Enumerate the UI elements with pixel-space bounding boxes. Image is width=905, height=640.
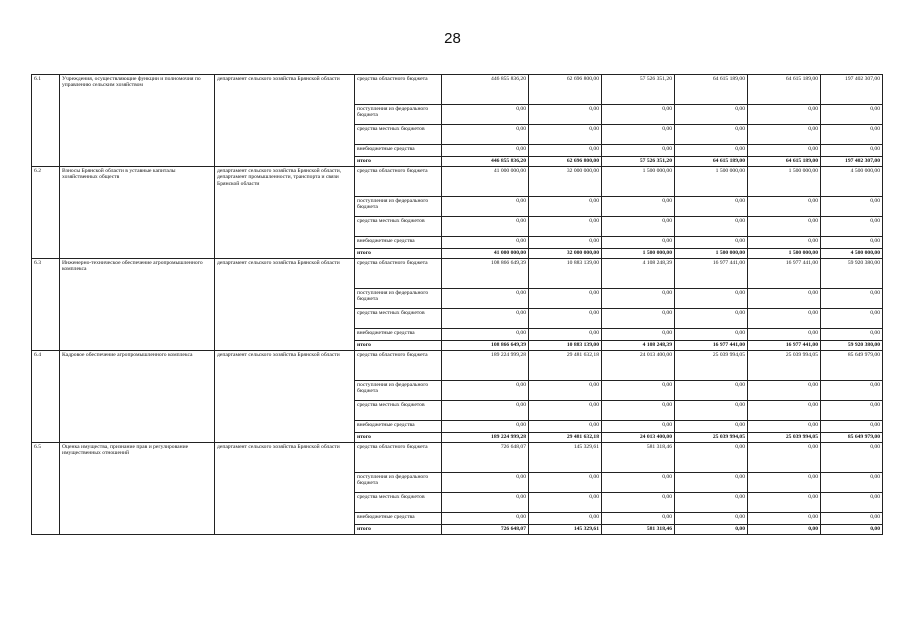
amount-cell: 0,00 (748, 525, 821, 535)
amount-cell: 0,00 (675, 401, 748, 421)
amount-cell: 0,00 (529, 197, 602, 217)
amount-cell: 0,00 (748, 329, 821, 341)
amount-cell: 16 977 441,00 (675, 259, 748, 289)
amount-cell: 145 329,61 (529, 525, 602, 535)
amount-cell: 145 329,61 (529, 443, 602, 473)
amount-cell: 57 526 351,20 (602, 157, 675, 167)
amount-cell: 197 402 307,00 (821, 75, 883, 105)
amount-cell: 85 649 979,00 (821, 351, 883, 381)
amount-cell: 0,00 (675, 525, 748, 535)
amount-cell: 85 649 979,00 (821, 433, 883, 443)
funding-source-label: поступления из федерального бюджета (355, 289, 442, 309)
section-executor: департамент сельского хозяйства Брянской области (215, 443, 355, 535)
amount-cell: 0,00 (442, 401, 529, 421)
funding-source-label: итого (355, 157, 442, 167)
amount-cell: 0,00 (675, 309, 748, 329)
amount-cell: 189 224 999,28 (442, 433, 529, 443)
section-name: Взносы Брянской области в уставные капиталы хозяйственных обществ (60, 167, 215, 259)
amount-cell: 0,00 (602, 493, 675, 513)
amount-cell: 0,00 (675, 125, 748, 145)
amount-cell: 1 500 000,00 (602, 167, 675, 197)
amount-cell: 0,00 (821, 513, 883, 525)
amount-cell: 0,00 (821, 443, 883, 473)
amount-cell: 0,00 (529, 105, 602, 125)
amount-cell: 16 977 441,00 (748, 341, 821, 351)
amount-cell: 0,00 (821, 289, 883, 309)
amount-cell: 1 500 000,00 (675, 249, 748, 259)
table-row (32, 351, 883, 381)
amount-cell: 0,00 (675, 473, 748, 493)
amount-cell: 16 977 441,00 (675, 341, 748, 351)
amount-cell: 0,00 (529, 145, 602, 157)
amount-cell: 64 615 189,00 (675, 75, 748, 105)
section-name: Оценка имущества, признание прав и регулирование имущественных отношений (60, 443, 215, 535)
table-row (32, 167, 883, 197)
funding-source-label: средства местных бюджетов (355, 493, 442, 513)
amount-cell: 32 000 000,00 (529, 249, 602, 259)
funding-source-label: средства областного бюджета (355, 351, 442, 381)
funding-source-label: итого (355, 525, 442, 535)
amount-cell: 0,00 (748, 493, 821, 513)
amount-cell: 446 855 836,20 (442, 75, 529, 105)
amount-cell: 0,00 (529, 421, 602, 433)
amount-cell: 0,00 (675, 217, 748, 237)
funding-source-label: внебюджетные средства (355, 513, 442, 525)
amount-cell: 726 648,07 (442, 443, 529, 473)
amount-cell: 189 224 999,28 (442, 351, 529, 381)
amount-cell: 4 500 000,00 (821, 167, 883, 197)
section-executor: департамент сельского хозяйства Брянской области, департамент промышленности, транспорта и связи Брянской области (215, 167, 355, 259)
amount-cell: 0,00 (602, 145, 675, 157)
amount-cell: 108 866 649,39 (442, 341, 529, 351)
funding-source-label: итого (355, 433, 442, 443)
amount-cell: 0,00 (442, 309, 529, 329)
amount-cell: 62 696 800,00 (529, 157, 602, 167)
amount-cell: 0,00 (675, 105, 748, 125)
amount-cell: 25 039 994,05 (748, 433, 821, 443)
section-code: 6.5 (32, 443, 60, 535)
amount-cell: 1 500 000,00 (675, 167, 748, 197)
amount-cell: 0,00 (442, 289, 529, 309)
amount-cell: 0,00 (442, 473, 529, 493)
amount-cell: 25 039 994,05 (675, 433, 748, 443)
amount-cell: 0,00 (442, 329, 529, 341)
amount-cell: 16 977 441,00 (748, 259, 821, 289)
page-number: 28 (444, 30, 461, 47)
amount-cell: 0,00 (442, 421, 529, 433)
amount-cell: 0,00 (442, 237, 529, 249)
amount-cell: 581 318,46 (602, 525, 675, 535)
amount-cell: 0,00 (821, 381, 883, 401)
amount-cell: 24 013 400,00 (602, 351, 675, 381)
amount-cell: 64 615 189,00 (748, 157, 821, 167)
amount-cell: 4 108 248,39 (602, 259, 675, 289)
amount-cell: 0,00 (821, 237, 883, 249)
amount-cell: 197 402 307,00 (821, 157, 883, 167)
amount-cell: 0,00 (442, 145, 529, 157)
amount-cell: 0,00 (529, 401, 602, 421)
amount-cell: 726 648,07 (442, 525, 529, 535)
section-executor: департамент сельского хозяйства Брянской области (215, 75, 355, 167)
amount-cell: 0,00 (602, 289, 675, 309)
section-executor: департамент сельского хозяйства Брянской области (215, 351, 355, 443)
funding-source-label: средства областного бюджета (355, 259, 442, 289)
section-code: 6.1 (32, 75, 60, 167)
amount-cell: 0,00 (442, 217, 529, 237)
amount-cell: 0,00 (821, 145, 883, 157)
amount-cell: 0,00 (821, 197, 883, 217)
amount-cell: 0,00 (442, 197, 529, 217)
amount-cell: 0,00 (821, 473, 883, 493)
amount-cell: 57 526 351,20 (602, 75, 675, 105)
amount-cell: 581 318,46 (602, 443, 675, 473)
amount-cell: 0,00 (442, 513, 529, 525)
funding-source-label: поступления из федерального бюджета (355, 381, 442, 401)
funding-source-label: средства областного бюджета (355, 75, 442, 105)
amount-cell: 0,00 (602, 197, 675, 217)
section-name: Кадровое обеспечение агропромышленного комплекса (60, 351, 215, 443)
amount-cell: 0,00 (748, 401, 821, 421)
funding-source-label: средства местных бюджетов (355, 125, 442, 145)
amount-cell: 29 481 632,18 (529, 351, 602, 381)
section-code: 6.2 (32, 167, 60, 259)
section-executor: департамент сельского хозяйства Брянской области (215, 259, 355, 351)
amount-cell: 25 039 994,05 (748, 351, 821, 381)
amount-cell: 0,00 (748, 237, 821, 249)
amount-cell: 0,00 (529, 289, 602, 309)
funding-source-label: поступления из федерального бюджета (355, 105, 442, 125)
amount-cell: 29 481 632,18 (529, 433, 602, 443)
amount-cell: 0,00 (821, 309, 883, 329)
amount-cell: 0,00 (748, 421, 821, 433)
amount-cell: 0,00 (748, 197, 821, 217)
amount-cell: 0,00 (748, 381, 821, 401)
amount-cell: 0,00 (529, 125, 602, 145)
amount-cell: 0,00 (821, 105, 883, 125)
amount-cell: 64 615 189,00 (675, 157, 748, 167)
budget-table (31, 74, 883, 535)
amount-cell: 0,00 (748, 217, 821, 237)
amount-cell: 25 039 994,05 (675, 351, 748, 381)
amount-cell: 0,00 (821, 217, 883, 237)
amount-cell: 0,00 (675, 513, 748, 525)
amount-cell: 0,00 (602, 309, 675, 329)
amount-cell: 0,00 (442, 105, 529, 125)
funding-source-label: средства местных бюджетов (355, 309, 442, 329)
amount-cell: 24 013 400,00 (602, 433, 675, 443)
amount-cell: 0,00 (602, 421, 675, 433)
section-name: Инженерно-техническое обеспечение агропромышленного комплекса (60, 259, 215, 351)
amount-cell: 0,00 (602, 125, 675, 145)
amount-cell: 32 000 000,00 (529, 167, 602, 197)
amount-cell: 0,00 (602, 329, 675, 341)
amount-cell: 0,00 (602, 381, 675, 401)
amount-cell: 0,00 (748, 513, 821, 525)
amount-cell: 0,00 (675, 289, 748, 309)
amount-cell: 446 855 836,20 (442, 157, 529, 167)
amount-cell: 0,00 (675, 197, 748, 217)
amount-cell: 0,00 (529, 217, 602, 237)
amount-cell: 41 000 000,00 (442, 167, 529, 197)
amount-cell: 0,00 (529, 473, 602, 493)
amount-cell: 0,00 (675, 421, 748, 433)
amount-cell: 108 866 649,39 (442, 259, 529, 289)
amount-cell: 0,00 (602, 105, 675, 125)
amount-cell: 0,00 (748, 289, 821, 309)
amount-cell: 59 920 380,00 (821, 259, 883, 289)
amount-cell: 0,00 (442, 381, 529, 401)
amount-cell: 0,00 (529, 493, 602, 513)
amount-cell: 0,00 (821, 329, 883, 341)
amount-cell: 0,00 (821, 525, 883, 535)
funding-source-label: средства областного бюджета (355, 167, 442, 197)
funding-source-label: внебюджетные средства (355, 421, 442, 433)
amount-cell: 0,00 (529, 381, 602, 401)
amount-cell: 0,00 (529, 237, 602, 249)
amount-cell: 0,00 (675, 381, 748, 401)
amount-cell: 0,00 (602, 401, 675, 421)
amount-cell: 0,00 (442, 125, 529, 145)
amount-cell: 0,00 (675, 237, 748, 249)
amount-cell: 62 696 800,00 (529, 75, 602, 105)
amount-cell: 0,00 (821, 493, 883, 513)
amount-cell: 1 500 000,00 (602, 249, 675, 259)
funding-source-label: итого (355, 341, 442, 351)
amount-cell: 0,00 (602, 237, 675, 249)
amount-cell: 0,00 (675, 443, 748, 473)
amount-cell: 0,00 (748, 309, 821, 329)
amount-cell: 0,00 (748, 473, 821, 493)
amount-cell: 0,00 (748, 105, 821, 125)
funding-source-label: внебюджетные средства (355, 237, 442, 249)
funding-source-label: средства местных бюджетов (355, 401, 442, 421)
amount-cell: 0,00 (675, 493, 748, 513)
funding-source-label: итого (355, 249, 442, 259)
amount-cell: 41 000 000,00 (442, 249, 529, 259)
amount-cell: 4 108 248,39 (602, 341, 675, 351)
amount-cell: 0,00 (748, 125, 821, 145)
amount-cell: 10 883 139,00 (529, 259, 602, 289)
amount-cell: 0,00 (529, 513, 602, 525)
amount-cell: 0,00 (602, 473, 675, 493)
section-name: Учреждения, осуществляющие функции и полномочия по управлению сельским хозяйством (60, 75, 215, 167)
funding-source-label: поступления из федерального бюджета (355, 197, 442, 217)
amount-cell: 10 883 139,00 (529, 341, 602, 351)
amount-cell: 0,00 (675, 145, 748, 157)
amount-cell: 0,00 (821, 401, 883, 421)
amount-cell: 1 500 000,00 (748, 167, 821, 197)
amount-cell: 0,00 (748, 145, 821, 157)
funding-source-label: средства местных бюджетов (355, 217, 442, 237)
amount-cell: 0,00 (529, 329, 602, 341)
amount-cell: 0,00 (529, 309, 602, 329)
table-row (32, 259, 883, 289)
table-row (32, 443, 883, 473)
amount-cell: 0,00 (821, 421, 883, 433)
amount-cell: 59 920 380,00 (821, 341, 883, 351)
amount-cell: 0,00 (602, 217, 675, 237)
amount-cell: 0,00 (675, 329, 748, 341)
amount-cell: 1 500 000,00 (748, 249, 821, 259)
amount-cell: 0,00 (748, 443, 821, 473)
table-row (32, 75, 883, 105)
amount-cell: 0,00 (602, 513, 675, 525)
funding-source-label: внебюджетные средства (355, 145, 442, 157)
section-code: 6.3 (32, 259, 60, 351)
funding-source-label: средства областного бюджета (355, 443, 442, 473)
funding-source-label: поступления из федерального бюджета (355, 473, 442, 493)
funding-source-label: внебюджетные средства (355, 329, 442, 341)
section-code: 6.4 (32, 351, 60, 443)
amount-cell: 0,00 (442, 493, 529, 513)
amount-cell: 4 500 000,00 (821, 249, 883, 259)
amount-cell: 0,00 (821, 125, 883, 145)
amount-cell: 64 615 189,00 (748, 75, 821, 105)
